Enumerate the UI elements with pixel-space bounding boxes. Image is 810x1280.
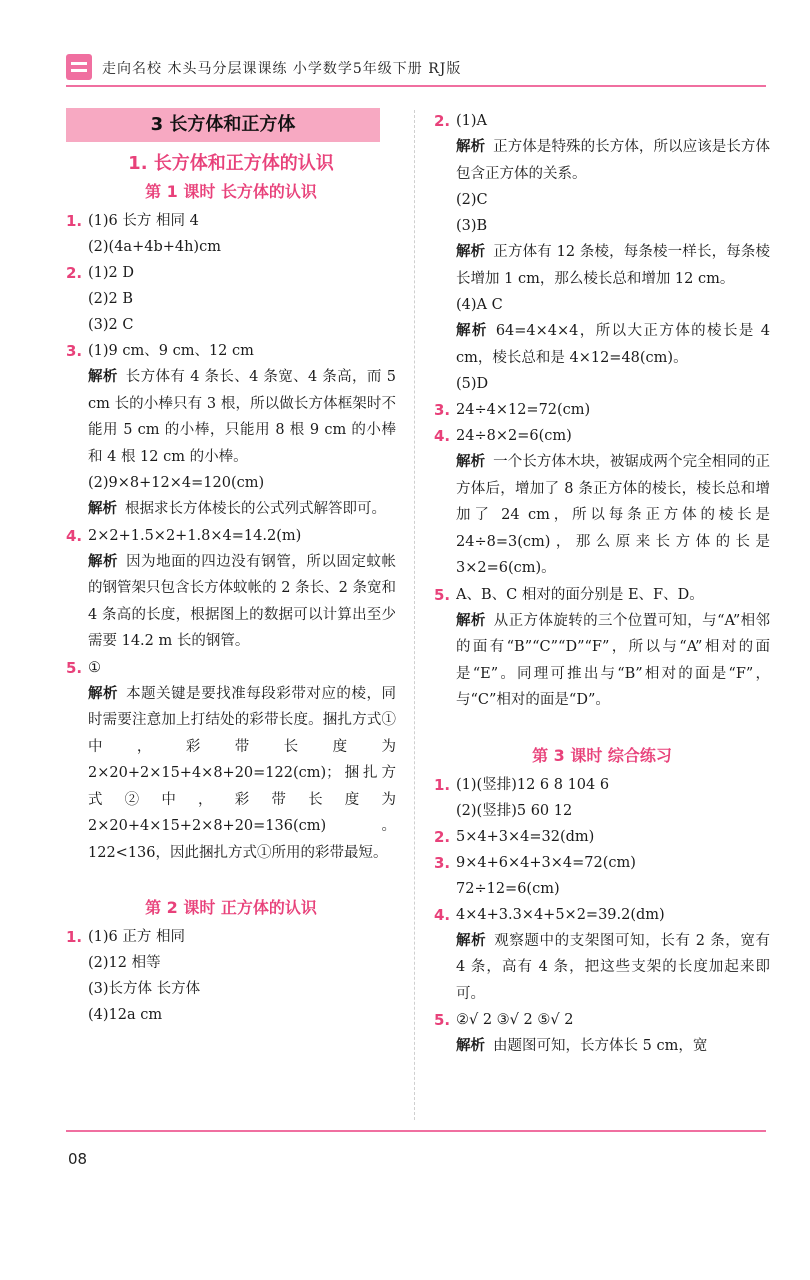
explanation-label: 解析	[456, 323, 488, 339]
answer-item	[66, 523, 396, 655]
item-number: 2.	[434, 112, 451, 130]
item-number: 1.	[66, 212, 83, 230]
answer-line: (1)(竖排)12 6 8 104 6	[456, 776, 610, 793]
answer-line: (4)12a cm	[88, 1007, 163, 1023]
explanation-text: 由题图可知，长方体长 5 cm，宽	[493, 1038, 708, 1054]
explanation-label: 解析	[88, 685, 119, 702]
answer-item	[434, 108, 770, 397]
answer-line: (3)2 C	[88, 317, 134, 333]
explanation-text: 根据求长方体棱长的公式列式解答即可。	[125, 501, 386, 517]
item-number: 1.	[434, 775, 451, 794]
book-logo-icon	[66, 54, 92, 80]
answer-item	[434, 1007, 770, 1060]
lesson-title: 第 2 课时 正方体的认识	[145, 898, 317, 917]
explanation	[88, 681, 396, 867]
item-number: 5.	[434, 585, 451, 604]
answer-line: ①	[88, 659, 101, 676]
answer-item	[66, 260, 396, 338]
item-number: 1.	[66, 928, 83, 946]
answer-line: (2)C	[456, 192, 488, 208]
explanation	[456, 928, 770, 1008]
explanation-label: 解析	[456, 139, 486, 155]
header-title: 走向名校 木头马分层课课练 小学数学5年级下册 RJ版	[102, 61, 462, 77]
left-column	[66, 108, 396, 1028]
answer-item	[434, 582, 770, 714]
explanation	[456, 318, 770, 371]
section-title: 1. 长方体和正方体的认识	[128, 153, 334, 174]
explanation	[88, 496, 396, 523]
chapter-title: 3 长方体和正方体	[66, 108, 380, 142]
explanation-text: 从正方体旋转的三个位置可知，与“A”相邻的面有“B”“C”“D”“F”，所以与“A”相对的面是“E”。同理可推出与“B”相对的面是“F”，与“C”相对的面是“D”。	[456, 612, 771, 708]
column-divider	[414, 110, 415, 1120]
answer-item	[434, 423, 770, 582]
item-number: 2.	[434, 827, 451, 846]
explanation	[456, 239, 770, 292]
answer-line: (1)6 正方 相同	[88, 929, 185, 945]
answer-line: 72÷12=6(cm)	[456, 880, 560, 897]
page-number: 08	[68, 1150, 88, 1168]
answer-item	[66, 338, 396, 523]
explanation-text: 64=4×4×4，所以大正方体的棱长是 4 cm，棱长总和是 4×12=48(cm)。	[456, 323, 770, 366]
explanation	[88, 364, 396, 470]
explanation-label: 解析	[88, 553, 119, 570]
answer-line: 24÷8×2=6(cm)	[456, 428, 572, 444]
item-number: 3.	[434, 853, 451, 872]
explanation	[456, 608, 770, 714]
item-number: 3.	[434, 401, 451, 419]
answer-line: 4×4+3.3×4+5×2=39.2(dm)	[456, 906, 665, 923]
explanation-label: 解析	[88, 369, 118, 385]
answer-line: 24÷4×12=72(cm)	[456, 402, 591, 418]
answer-line: (4)A C	[456, 297, 503, 313]
explanation-text: 一个长方体木块，被锯成两个完全相同的正方体后，增加了 8 条正方体的棱长，棱长总和增加了 24 cm，所以每条正方体的棱长是 24÷8=3(cm)，那么原来长方体的长是 3×2=6(cm)。	[456, 454, 771, 576]
lesson-title: 第 3 课时 综合练习	[532, 745, 672, 765]
explanation-label: 解析	[88, 501, 117, 517]
item-number: 4.	[66, 526, 83, 545]
item-number: 4.	[434, 427, 451, 445]
answer-line: 2×2+1.5×2+1.8×4=14.2(m)	[88, 527, 302, 544]
answer-line: (2)12 相等	[88, 955, 161, 971]
answer-line: (1)6 长方 相同 4	[88, 213, 199, 229]
answer-line: (2)(竖排)5 60 12	[456, 802, 573, 819]
explanation	[456, 134, 770, 187]
answer-item	[434, 824, 770, 850]
answer-item	[434, 397, 770, 423]
explanation-text: 因为地面的四边没有钢管，所以固定蚊帐的钢管架只包含长方体蚊帐的 2 条长、2 条宽和 4 条高的长度，根据图上的数据可以计算出至少需要 14.2 m 长的钢管。	[88, 553, 397, 649]
answer-line: A、B、C 相对的面分别是 E、F、D。	[456, 586, 704, 603]
answer-line: (1)A	[456, 113, 488, 129]
explanation-label: 解析	[456, 1038, 485, 1054]
explanation	[456, 449, 770, 582]
answer-line: (3)B	[456, 218, 488, 234]
explanation-text: 观察题中的支架图可知，长有 2 条，宽有 4 条，高有 4 条，把这些支架的长度加起来即可。	[456, 932, 771, 1002]
explanation-label: 解析	[456, 612, 486, 629]
answer-line: (3)长方体 长方体	[88, 981, 201, 997]
answer-line: (2)2 B	[88, 291, 134, 307]
answer-item	[434, 772, 770, 824]
explanation-text: 长方体有 4 条长、4 条宽、4 条高，而 5 cm 长的小棒只有 3 根，所以做长方体框架时不能用 5 cm 的小棒，只能用 8 根 9 cm 的小棒和 4 根 12 cm 的小棒。	[88, 369, 397, 465]
answer-item	[66, 924, 396, 1028]
footer-rule	[66, 1130, 766, 1132]
page-header	[66, 52, 766, 88]
explanation-label: 解析	[456, 244, 486, 260]
explanation-text: 正方体有 12 条棱，每条棱一样长，每条棱长增加 1 cm，那么棱长总和增加 12 cm。	[456, 244, 771, 287]
explanation-text: 本题关键是要找准每段彩带对应的棱，同时需要注意加上打结处的彩带长度。捆扎方式①中，彩带长度为 2×20+2×15+4×8+20=122(cm)；捆扎方式②中，彩带长度为 2×20+4×15+2×8+20=136(cm)。122<136，因此捆扎方式①所用的彩带最短。	[88, 685, 397, 861]
right-column	[434, 108, 770, 1060]
header-rule	[66, 85, 766, 87]
item-number: 2.	[66, 264, 83, 282]
item-number: 3.	[66, 342, 83, 360]
answer-line: (2)(4a+4b+4h)cm	[88, 239, 221, 255]
answer-line: (5)D	[456, 376, 489, 392]
explanation	[456, 1033, 770, 1060]
answer-item	[434, 850, 770, 902]
lesson-title: 第 1 课时 长方体的认识	[145, 182, 317, 201]
explanation-label: 解析	[456, 932, 487, 949]
item-number: 5.	[66, 658, 83, 677]
explanation	[88, 549, 396, 655]
answer-item	[434, 902, 770, 1008]
answer-item	[66, 655, 396, 867]
item-number: 4.	[434, 905, 451, 924]
answer-line: (1)9 cm、9 cm、12 cm	[88, 343, 254, 359]
explanation-text: 正方体是特殊的长方体，所以应该是长方体包含正方体的关系。	[456, 139, 771, 182]
answer-item	[66, 208, 396, 260]
answer-line: 9×4+6×4+3×4=72(cm)	[456, 854, 636, 871]
answer-line: (2)9×8+12×4=120(cm)	[88, 475, 265, 491]
answer-line: 5×4+3×4=32(dm)	[456, 828, 595, 845]
answer-line: (1)2 D	[88, 265, 134, 281]
answer-line: ②√ 2 ③√ 2 ⑤√ 2	[456, 1012, 574, 1028]
explanation-label: 解析	[456, 454, 486, 470]
item-number: 5.	[434, 1011, 451, 1029]
